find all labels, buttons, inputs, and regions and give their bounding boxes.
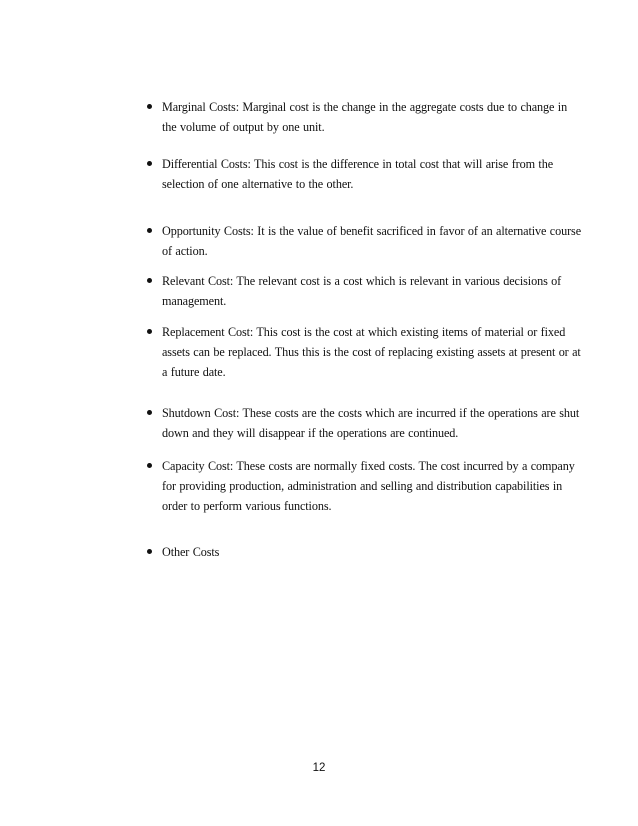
bullet-icon <box>147 410 152 415</box>
list-item-text: Replacement Cost: This cost is the cost at which existing items of material or fixed assets can be replaced. Thus this is the cost of replacing existing assets at present or at a future date. <box>162 325 581 379</box>
list-item-relevant-cost <box>162 271 582 311</box>
bullet-icon <box>147 549 152 554</box>
bullet-icon <box>147 104 152 109</box>
list-item-text: Capacity Cost: These costs are normally fixed costs. The cost incurred by a company for providing production, administration and selling and distribution capabilities in order to perform various functions. <box>162 459 575 513</box>
list-item-differential-costs <box>162 154 582 194</box>
bullet-icon <box>147 463 152 468</box>
list-item-text: Marginal Costs: Marginal cost is the change in the aggregate costs due to change in the volume of output by one unit. <box>162 100 568 134</box>
list-item-marginal-costs <box>162 97 582 137</box>
list-item-replacement-cost <box>162 322 582 382</box>
page-number: 12 <box>312 762 326 774</box>
bullet-icon <box>147 161 152 166</box>
list-item-text: Relevant Cost: The relevant cost is a cost which is relevant in various decisions of management. <box>162 274 562 308</box>
list-item-text: Opportunity Costs: It is the value of benefit sacrificed in favor of an alternative course of action. <box>162 224 582 258</box>
bullet-icon <box>147 228 152 233</box>
list-item-text: Shutdown Cost: These costs are the costs which are incurred if the operations are shut down and they will disappear if the operations are continued. <box>162 406 580 440</box>
list-item-capacity-cost <box>162 456 582 516</box>
bullet-icon <box>147 329 152 334</box>
list-item-text: Other Costs <box>162 545 220 559</box>
list-item-other-costs <box>162 542 582 562</box>
list-item-opportunity-costs <box>162 221 582 261</box>
list-item-shutdown-cost <box>162 403 582 443</box>
list-item-text: Differential Costs: This cost is the difference in total cost that will arise from the selection of one alternative to the other. <box>162 157 554 191</box>
bullet-icon <box>147 278 152 283</box>
